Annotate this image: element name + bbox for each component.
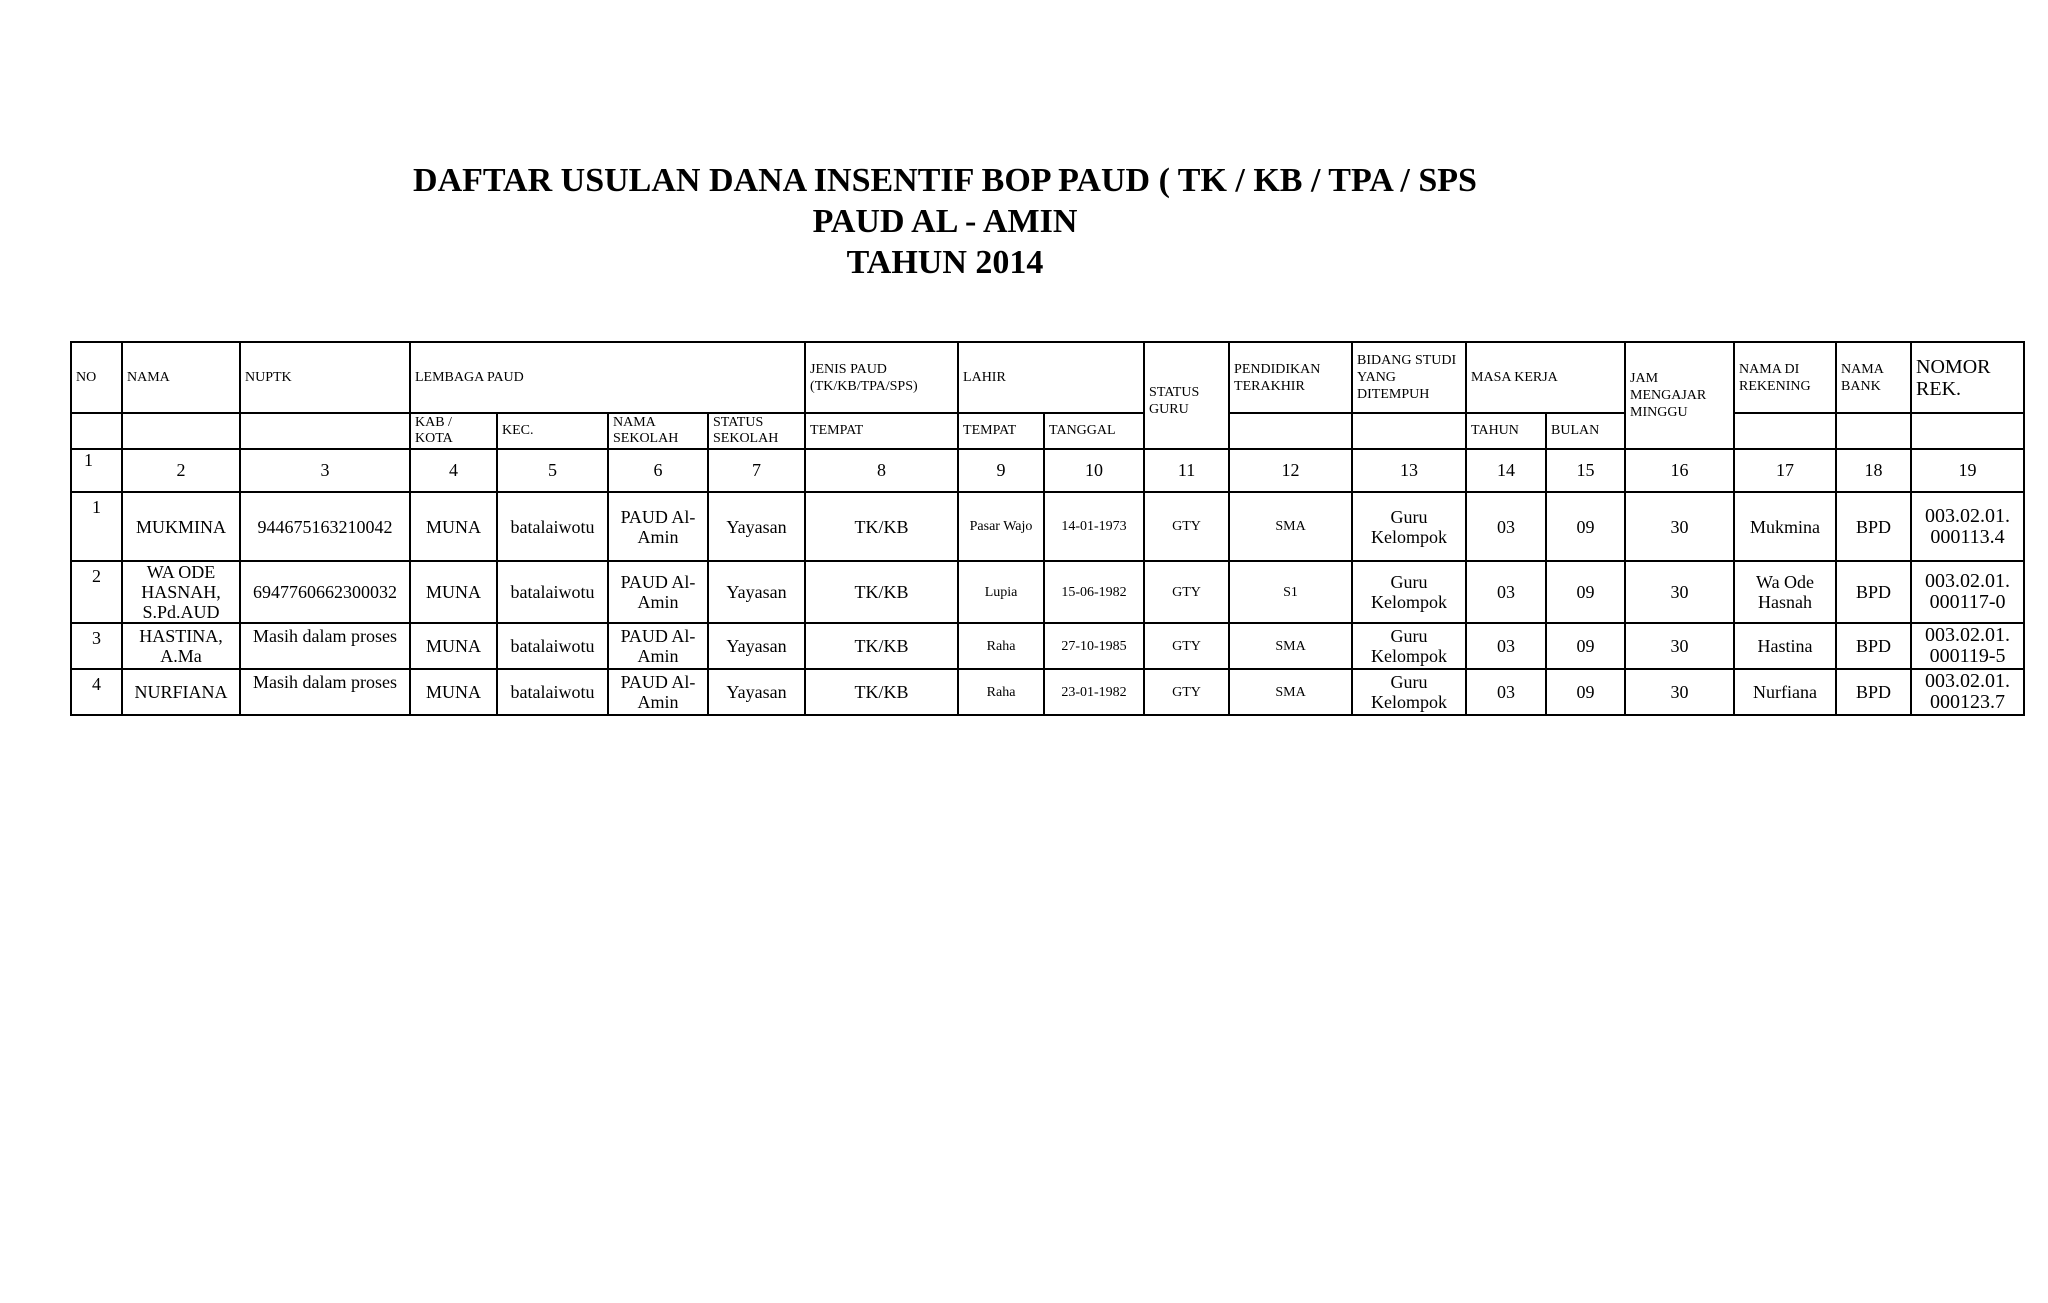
cell-no: 2 <box>71 561 122 623</box>
cell-tanggal: 15-06-1982 <box>1044 561 1144 623</box>
header-status-guru: STATUS GURU <box>1144 342 1229 449</box>
column-number: 6 <box>608 449 708 492</box>
cell-bank: BPD <box>1836 669 1911 715</box>
cell-bank: BPD <box>1836 561 1911 623</box>
header-nama: NAMA <box>122 342 240 413</box>
column-number: 15 <box>1546 449 1625 492</box>
cell-jenis: TK/KB <box>805 623 958 669</box>
header-lahir: LAHIR <box>958 342 1144 413</box>
subheader-empty <box>122 413 240 449</box>
header-no: NO <box>71 342 122 413</box>
cell-bulan: 09 <box>1546 669 1625 715</box>
subheader-tanggal: TANGGAL <box>1044 413 1144 449</box>
cell-pendidikan: SMA <box>1229 623 1352 669</box>
cell-bidang: Guru Kelompok <box>1352 561 1466 623</box>
subheader-bulan: BULAN <box>1546 413 1625 449</box>
table-row <box>71 669 2024 715</box>
cell-nama: WA ODE HASNAH, S.Pd.AUD <box>122 561 240 623</box>
table-row <box>71 492 2024 561</box>
cell-jam: 30 <box>1625 669 1734 715</box>
cell-nuptk: Masih dalam proses <box>240 669 410 715</box>
subheader-kab-kota: KAB / KOTA <box>410 413 497 449</box>
cell-tanggal: 23-01-1982 <box>1044 669 1144 715</box>
cell-nama-rek: Mukmina <box>1734 492 1836 561</box>
cell-kec: batalaiwotu <box>497 492 608 561</box>
cell-status-sekolah: Yayasan <box>708 669 805 715</box>
header-nama-rekening: NAMA DI REKENING <box>1734 342 1836 413</box>
subheader-empty <box>1229 413 1352 449</box>
cell-status-guru: GTY <box>1144 669 1229 715</box>
cell-nama: MUKMINA <box>122 492 240 561</box>
subheader-nama-sekolah: NAMA SEKOLAH <box>608 413 708 449</box>
cell-no: 4 <box>71 669 122 715</box>
cell-jenis: TK/KB <box>805 492 958 561</box>
cell-tahun: 03 <box>1466 492 1546 561</box>
cell-jam: 30 <box>1625 561 1734 623</box>
cell-kec: batalaiwotu <box>497 669 608 715</box>
column-number: 3 <box>240 449 410 492</box>
cell-status-sekolah: Yayasan <box>708 492 805 561</box>
cell-tanggal: 14-01-1973 <box>1044 492 1144 561</box>
cell-jam: 30 <box>1625 623 1734 669</box>
cell-nomor-rek: 003.02.01. 000119-5 <box>1911 623 2024 669</box>
cell-nama-sekolah: PAUD Al-Amin <box>608 492 708 561</box>
header-jenis-paud: JENIS PAUD (TK/KB/TPA/SPS) <box>805 342 958 413</box>
table-row <box>71 561 2024 623</box>
cell-nama-rek: Nurfiana <box>1734 669 1836 715</box>
cell-tempat-lahir: Raha <box>958 669 1044 715</box>
cell-nama: HASTINA, A.Ma <box>122 623 240 669</box>
header-bidang-studi: BIDANG STUDI YANG DITEMPUH <box>1352 342 1466 413</box>
cell-kab: MUNA <box>410 561 497 623</box>
header-pendidikan-terakhir: PENDIDIKAN TERAKHIR <box>1229 342 1352 413</box>
cell-status-guru: GTY <box>1144 561 1229 623</box>
cell-pendidikan: SMA <box>1229 669 1352 715</box>
header-row <box>71 342 2024 413</box>
cell-status-guru: GTY <box>1144 492 1229 561</box>
column-number: 19 <box>1911 449 2024 492</box>
cell-nama-sekolah: PAUD Al-Amin <box>608 669 708 715</box>
column-number: 17 <box>1734 449 1836 492</box>
cell-bank: BPD <box>1836 623 1911 669</box>
cell-nomor-rek: 003.02.01. 000123.7 <box>1911 669 2024 715</box>
cell-nuptk: 6947760662300032 <box>240 561 410 623</box>
cell-bulan: 09 <box>1546 561 1625 623</box>
subheader-empty <box>240 413 410 449</box>
column-number: 8 <box>805 449 958 492</box>
table-row <box>71 623 2024 669</box>
cell-nomor-rek: 003.02.01. 000113.4 <box>1911 492 2024 561</box>
cell-tanggal: 27-10-1985 <box>1044 623 1144 669</box>
subheader-empty <box>1911 413 2024 449</box>
cell-bidang: Guru Kelompok <box>1352 492 1466 561</box>
subheader-empty <box>1352 413 1466 449</box>
subheader-empty <box>1734 413 1836 449</box>
incentive-table <box>70 341 2025 716</box>
column-number: 2 <box>122 449 240 492</box>
header-lembaga-paud: LEMBAGA PAUD <box>410 342 805 413</box>
column-number: 11 <box>1144 449 1229 492</box>
column-number: 16 <box>1625 449 1734 492</box>
cell-no: 1 <box>71 492 122 561</box>
cell-bidang: Guru Kelompok <box>1352 623 1466 669</box>
subheader-tempat-lahir: TEMPAT <box>958 413 1044 449</box>
cell-no: 3 <box>71 623 122 669</box>
cell-nama-rek: Hastina <box>1734 623 1836 669</box>
cell-kec: batalaiwotu <box>497 561 608 623</box>
cell-kab: MUNA <box>410 492 497 561</box>
subheader-kec: KEC. <box>497 413 608 449</box>
column-number: 7 <box>708 449 805 492</box>
cell-pendidikan: S1 <box>1229 561 1352 623</box>
header-nama-bank: NAMA BANK <box>1836 342 1911 413</box>
subheader-empty <box>1836 413 1911 449</box>
cell-bidang: Guru Kelompok <box>1352 669 1466 715</box>
cell-jenis: TK/KB <box>805 561 958 623</box>
cell-status-guru: GTY <box>1144 623 1229 669</box>
column-number: 10 <box>1044 449 1144 492</box>
cell-kab: MUNA <box>410 669 497 715</box>
column-number-row <box>71 449 2024 492</box>
cell-tahun: 03 <box>1466 623 1546 669</box>
title-line-1: DAFTAR USULAN DANA INSENTIF BOP PAUD ( TK / KB / TPA / SPS <box>413 162 1477 199</box>
title-line-3: TAHUN 2014 <box>846 244 1044 281</box>
header-jam-mengajar: JAM MENGAJAR MINGGU <box>1625 342 1734 449</box>
cell-tahun: 03 <box>1466 669 1546 715</box>
cell-bank: BPD <box>1836 492 1911 561</box>
cell-nomor-rek: 003.02.01. 000117-0 <box>1911 561 2024 623</box>
document-title <box>0 160 1890 283</box>
cell-jam: 30 <box>1625 492 1734 561</box>
cell-tahun: 03 <box>1466 561 1546 623</box>
header-masa-kerja: MASA KERJA <box>1466 342 1625 413</box>
header-nomor-rek: NOMOR REK. <box>1911 342 2024 413</box>
cell-status-sekolah: Yayasan <box>708 623 805 669</box>
cell-pendidikan: SMA <box>1229 492 1352 561</box>
cell-kab: MUNA <box>410 623 497 669</box>
subheader-tahun: TAHUN <box>1466 413 1546 449</box>
subheader-tempat-jenis: TEMPAT <box>805 413 958 449</box>
title-line-2: PAUD AL - AMIN <box>812 203 1078 240</box>
cell-tempat-lahir: Raha <box>958 623 1044 669</box>
subheader-status-sekolah: STATUS SEKOLAH <box>708 413 805 449</box>
cell-status-sekolah: Yayasan <box>708 561 805 623</box>
cell-kec: batalaiwotu <box>497 623 608 669</box>
column-number: 12 <box>1229 449 1352 492</box>
cell-nuptk: 944675163210042 <box>240 492 410 561</box>
cell-nama-sekolah: PAUD Al-Amin <box>608 623 708 669</box>
cell-tempat-lahir: Pasar Wajo <box>958 492 1044 561</box>
column-number: 4 <box>410 449 497 492</box>
column-number: 5 <box>497 449 608 492</box>
subheader-empty <box>71 413 122 449</box>
header-nuptk: NUPTK <box>240 342 410 413</box>
cell-bulan: 09 <box>1546 623 1625 669</box>
cell-jenis: TK/KB <box>805 669 958 715</box>
column-number: 1 <box>71 449 122 492</box>
column-number: 9 <box>958 449 1044 492</box>
cell-nuptk: Masih dalam proses <box>240 623 410 669</box>
cell-tempat-lahir: Lupia <box>958 561 1044 623</box>
cell-nama-sekolah: PAUD Al-Amin <box>608 561 708 623</box>
column-number: 13 <box>1352 449 1466 492</box>
cell-nama: NURFIANA <box>122 669 240 715</box>
cell-bulan: 09 <box>1546 492 1625 561</box>
cell-nama-rek: Wa Ode Hasnah <box>1734 561 1836 623</box>
column-number: 18 <box>1836 449 1911 492</box>
column-number: 14 <box>1466 449 1546 492</box>
